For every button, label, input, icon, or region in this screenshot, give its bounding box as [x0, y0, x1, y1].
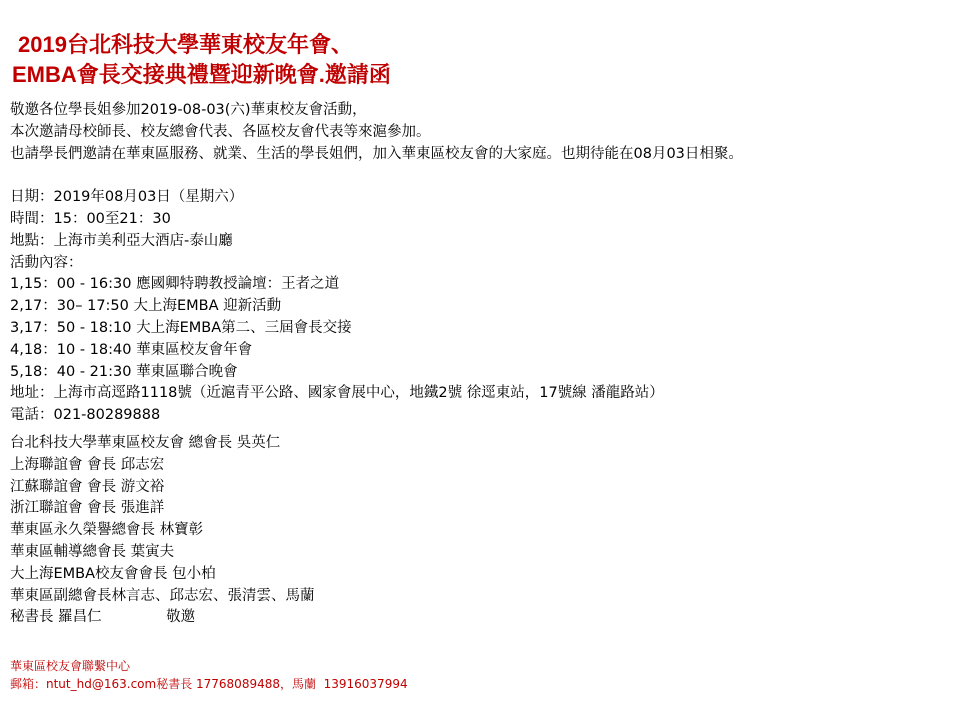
intro-line: 也請學長們邀請在華東區服務、就業、生活的學長姐們，加入華東區校友會的大家庭。也期待能在08月03日相聚。	[10, 145, 743, 162]
invitation-body	[10, 100, 743, 629]
signatory-line: 秘書長 羅昌仁 敬邀	[10, 609, 196, 626]
program-item: 5,18：40 - 21:30 華東區聯合晚會	[10, 363, 238, 380]
program-item: 1,15：00 - 16:30 應國卿特聘教授論壇：王者之道	[10, 276, 340, 293]
title-line-2: EMBA會長交接典禮暨迎新晚會.邀請函	[12, 62, 391, 87]
event-phone: 電話：021-80289888	[10, 407, 161, 424]
title-line-1: 2019台北科技大學華東校友年會、	[18, 32, 353, 57]
contact-org: 華東區校友會聯繫中心	[10, 659, 131, 673]
program-item: 3,17：50 - 18:10 大上海EMBA第二、三屆會長交接	[10, 319, 352, 336]
signatory-line: 大上海EMBA校友會會長 包小柏	[10, 565, 216, 582]
program-item: 4,18：10 - 18:40 華東區校友會年會	[10, 341, 253, 358]
event-time: 時間：15：00至21：30	[10, 210, 171, 227]
contact-footer	[10, 657, 408, 693]
intro-line: 敬邀各位學長姐參加2019-08-03(六)華東校友會活動，	[10, 102, 367, 118]
event-address: 地址：上海市高逕路1118號（近滬青平公路、國家會展中心，地鐵2號 徐逕東站，17號線 潘龍路站）	[10, 385, 664, 402]
signatory-line: 華東區永久榮譽總會長 林寶彰	[10, 522, 204, 539]
program-item: 2,17：30– 17:50 大上海EMBA 迎新活動	[10, 298, 282, 315]
signatory-line: 江蘇聯誼會 會長 游文裕	[10, 478, 165, 495]
blank-line	[10, 165, 743, 187]
intro-line: 本次邀請母校師長、校友總會代表、各區校友會代表等來滬參加。	[10, 123, 431, 140]
event-date: 日期：2019年08月03日（星期六）	[10, 189, 244, 206]
contact-details: 郵箱：ntut_hd@163.com秘書長 17768089488，馬蘭 13916037994	[10, 677, 408, 691]
signatory-line: 華東區輔導總會長 葉寅夫	[10, 543, 175, 560]
signatory-line: 台北科技大學華東區校友會 總會長 吳英仁	[10, 434, 281, 451]
signatory-line: 華東區副總會長林言志、邱志宏、張清雲、馬蘭	[10, 587, 315, 604]
signatory-line: 浙江聯誼會 會長 張進詳	[10, 500, 165, 517]
program-heading: 活動內容：	[10, 254, 83, 271]
signatory-line: 上海聯誼會 會長 邱志宏	[10, 456, 165, 473]
invitation-title	[12, 30, 391, 90]
event-venue: 地點：上海市美利亞大酒店-泰山廳	[10, 232, 233, 249]
